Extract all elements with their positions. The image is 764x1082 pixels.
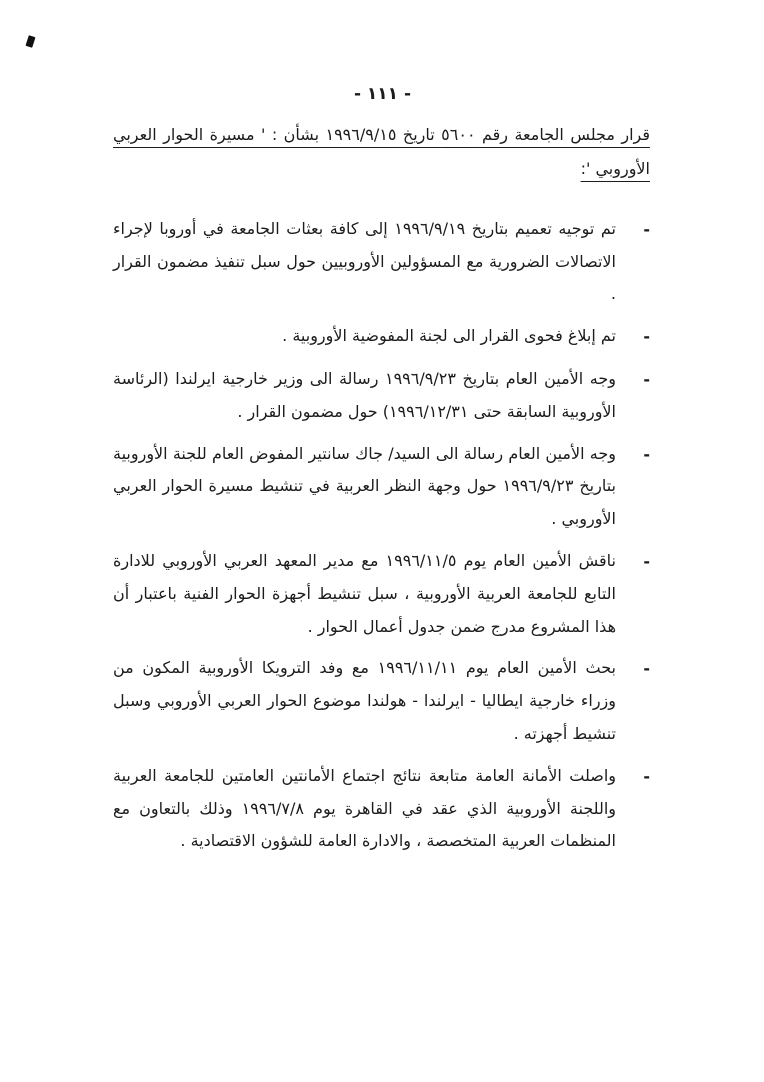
list-item (113, 320, 650, 354)
list-item-text: وجه الأمين العام رسالة الى السيد/ جاك سانتير المفوض العام للجنة الأوروبية بتاريخ ١٩٩٦/٩/٢٣ حول وجهة النظر العربية في تنشيط مسيرة الحوار العربي الأوروبي . (113, 443, 617, 529)
dash-bullet-icon: - (643, 369, 650, 389)
list-item-text: تم توجيه تعميم بتاريخ ١٩٩٦/٩/١٩ إلى كافة بعثات الجامعة في أوروبا لإجراء الاتصالات الضرورية مع المسؤولين الأوروبيين حول سبل تنفيذ مضمون القرار . (113, 218, 616, 304)
dash-bullet-icon: - (643, 219, 650, 239)
dash-bullet-icon: - (643, 327, 650, 347)
list-item (113, 652, 650, 750)
dash-bullet-icon: - (643, 551, 650, 571)
list-item (113, 213, 650, 311)
list-item-text: بحث الأمين العام يوم ١٩٩٦/١١/١١ مع وفد الترويكا الأوروبية المكون من وزراء خارجية ايطاليا - ايرلندا - هولندا موضوع الحوار العربي الأوروبي وسبل تنشيط أجهزته . (113, 658, 616, 743)
dash-bullet-icon: - (643, 766, 650, 786)
resolution-heading (113, 118, 650, 187)
list-item-text: وجه الأمين العام بتاريخ ١٩٩٦/٩/٢٣ رسالة الى وزير خارجية ايرلندا (الرئاسة الأوروبية السابقة حتى ١٩٩٦/١٢/٣١) حول مضمون القرار . (113, 368, 616, 421)
list-item (113, 438, 650, 536)
document-body (113, 118, 650, 867)
scan-artifact-mark (25, 35, 35, 48)
list-item-text: تم إبلاغ فحوى القرار الى لجنة المفوضية الأوروبية . (282, 326, 616, 346)
list-item (113, 760, 650, 858)
page-number: - ١١١ - (353, 84, 412, 104)
dash-bullet-icon: - (643, 444, 650, 464)
list-item-text: واصلت الأمانة العامة متابعة نتائج اجتماع الأمانتين العامتين للجامعة العربية واللجنة الأوروبية الذي عقد في القاهرة يوم ١٩٩٦/٧/٨ وذلك بالتعاون مع المنظمات العربية المتخصصة ، والادارة العامة للشؤون الاقتصادية . (113, 765, 616, 851)
list-item (113, 363, 650, 429)
dash-bullet-icon: - (643, 659, 650, 679)
resolution-follow-up-list (113, 213, 650, 858)
resolution-heading-text: قرار مجلس الجامعة رقم ٥٦٠٠ تاريخ ١٩٩٦/٩/١٥ بشأن : ' مسيرة الحوار العربي الأوروبي ': (113, 125, 651, 179)
list-item-text: ناقش الأمين العام يوم ١٩٩٦/١١/٥ مع مدير المعهد العربي الأوروبي للادارة التابع للجامعة العربية الأوروبية ، سبل تنشيط أجهزة الحوار الفنية باعتبار أن هذا المشروع مدرج ضمن جدول أعمال الحوار . (113, 550, 616, 636)
list-item (113, 545, 650, 643)
